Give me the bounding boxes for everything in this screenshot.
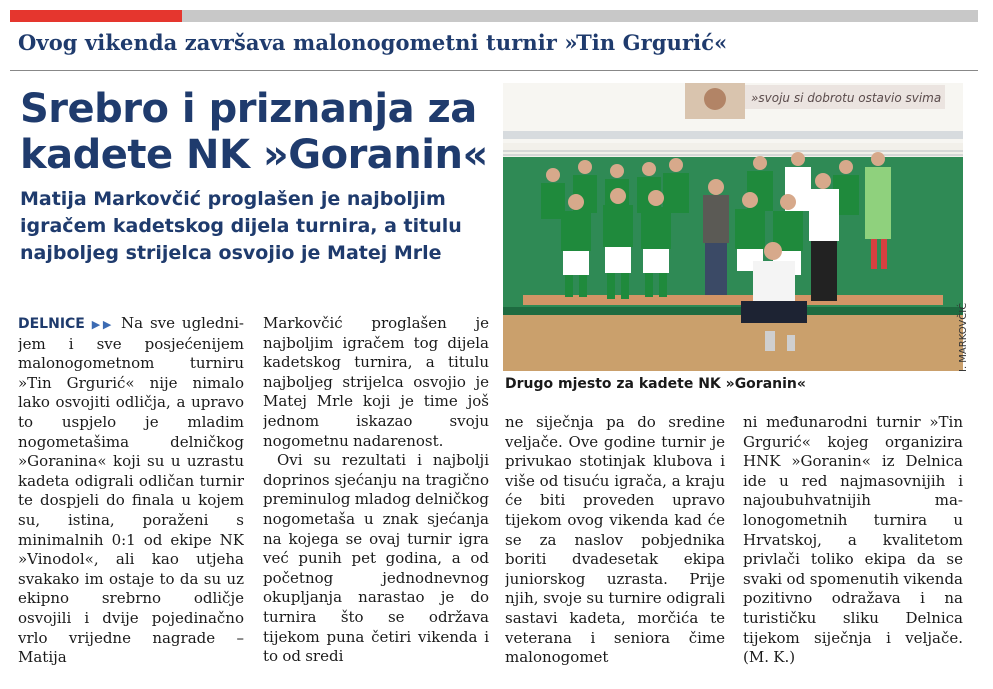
team-photo-illustration — [503, 83, 963, 371]
section-color-bar — [10, 10, 978, 22]
article-column-2 — [263, 314, 489, 667]
article-column-3 — [505, 413, 725, 668]
article-column-1 — [18, 314, 244, 668]
column-4-text: ni međunarodni turnir »Tin Grgurić« kojeg organizira HNK »Goranin« iz Delnica ide u red najmasovnijih i najoubuhvatnijih malonogometnih turnira u Hrvatskoj, a kvalitetom privlači toliko ekipa da se svaki od spomenutih vikenda pozitivno odražava i na turističku sliku Delnica tijekom siječnja i veljače. — [743, 413, 963, 647]
photo-credit: I. MARKOVČIĆ — [958, 302, 969, 372]
column-1-text: Na sve uglednijem i sve posjećenijem malonogometnom turniru »Tin Grgurić« nije nimalo lako osvojiti odličja, a upravo to uspjelo je mladim nogometašima delničkog »Goranina« koji su u uzrastu kadeta odigrali odličan turnir te dospjeli do finala u kojem su, istina, poraženi s minimalnih 0:1 od ekipe NK »Vinodol«, ali kao utjeha svakako im ostaje to da su uz ekipno srebrno odličje osvojili i dvije pojedinačno vrlo vrijedne nagrade – Matija — [18, 314, 244, 667]
section-accent-bar — [10, 10, 182, 22]
double-arrow-icon: ▶▶ — [91, 318, 115, 331]
headline-line-1: Srebro i priznanja za — [20, 86, 477, 132]
article-deck: Matija Markovčić proglašen je najboljim igračem kadetskog dijela turnira, a titulu najboljeg strijelca osvojio je Matej Mrle — [20, 188, 462, 264]
dateline: DELNICE — [18, 316, 85, 332]
kicker-divider — [10, 70, 978, 71]
team-photo — [503, 83, 963, 371]
column-2-paragraph-2: Ovi su rezultati i najbolji doprinos sjećanju na tragično preminulog mladog delničkog nogometaša u znak sjećanja na kojega se ovaj turnir igra već punih pet godina, a od početnog jednodnevnog okupljanja narastao je do turnira što se održava tijekom puna četiri vikenda i to od sredi — [263, 451, 489, 666]
kicker-headline: Ovog vikenda završava malonogometni turnir »Tin Grgurić« — [18, 30, 728, 55]
headline-line-2: kadete NK »Goranin« — [20, 132, 488, 178]
author-signature: (M. K.) — [743, 648, 796, 667]
column-2-paragraph-1: Markovčić proglašen je najboljim igračem tog dijela kadetskog turnira, a titulu najboljeg strijelca osvojio je Matej Mrle koji je time još jednom iskazao svoju nogometnu nadarenost. — [263, 314, 489, 450]
article-headline — [20, 86, 495, 178]
photo-caption: Drugo mjesto za kadete NK »Goranin« — [505, 376, 806, 392]
article-column-4 — [743, 413, 963, 668]
memorial-banner-text: »svoju si dobrotu ostavio svima — [751, 91, 942, 105]
column-3-text: ne siječnja pa do sredine veljače. Ove godine turnir je privukao stotinjak klubova i više od tisuću igrača, a kraju će biti proveden upravo tijekom ovog vikenda kad će se za naslov pobjednika boriti dvadesetak ekipa juniorskog uzrasta. Prije njih, svoje su turnire odigrali sastavi kadeta, morčića te veterana i seniora čime malonogomet — [505, 413, 725, 667]
